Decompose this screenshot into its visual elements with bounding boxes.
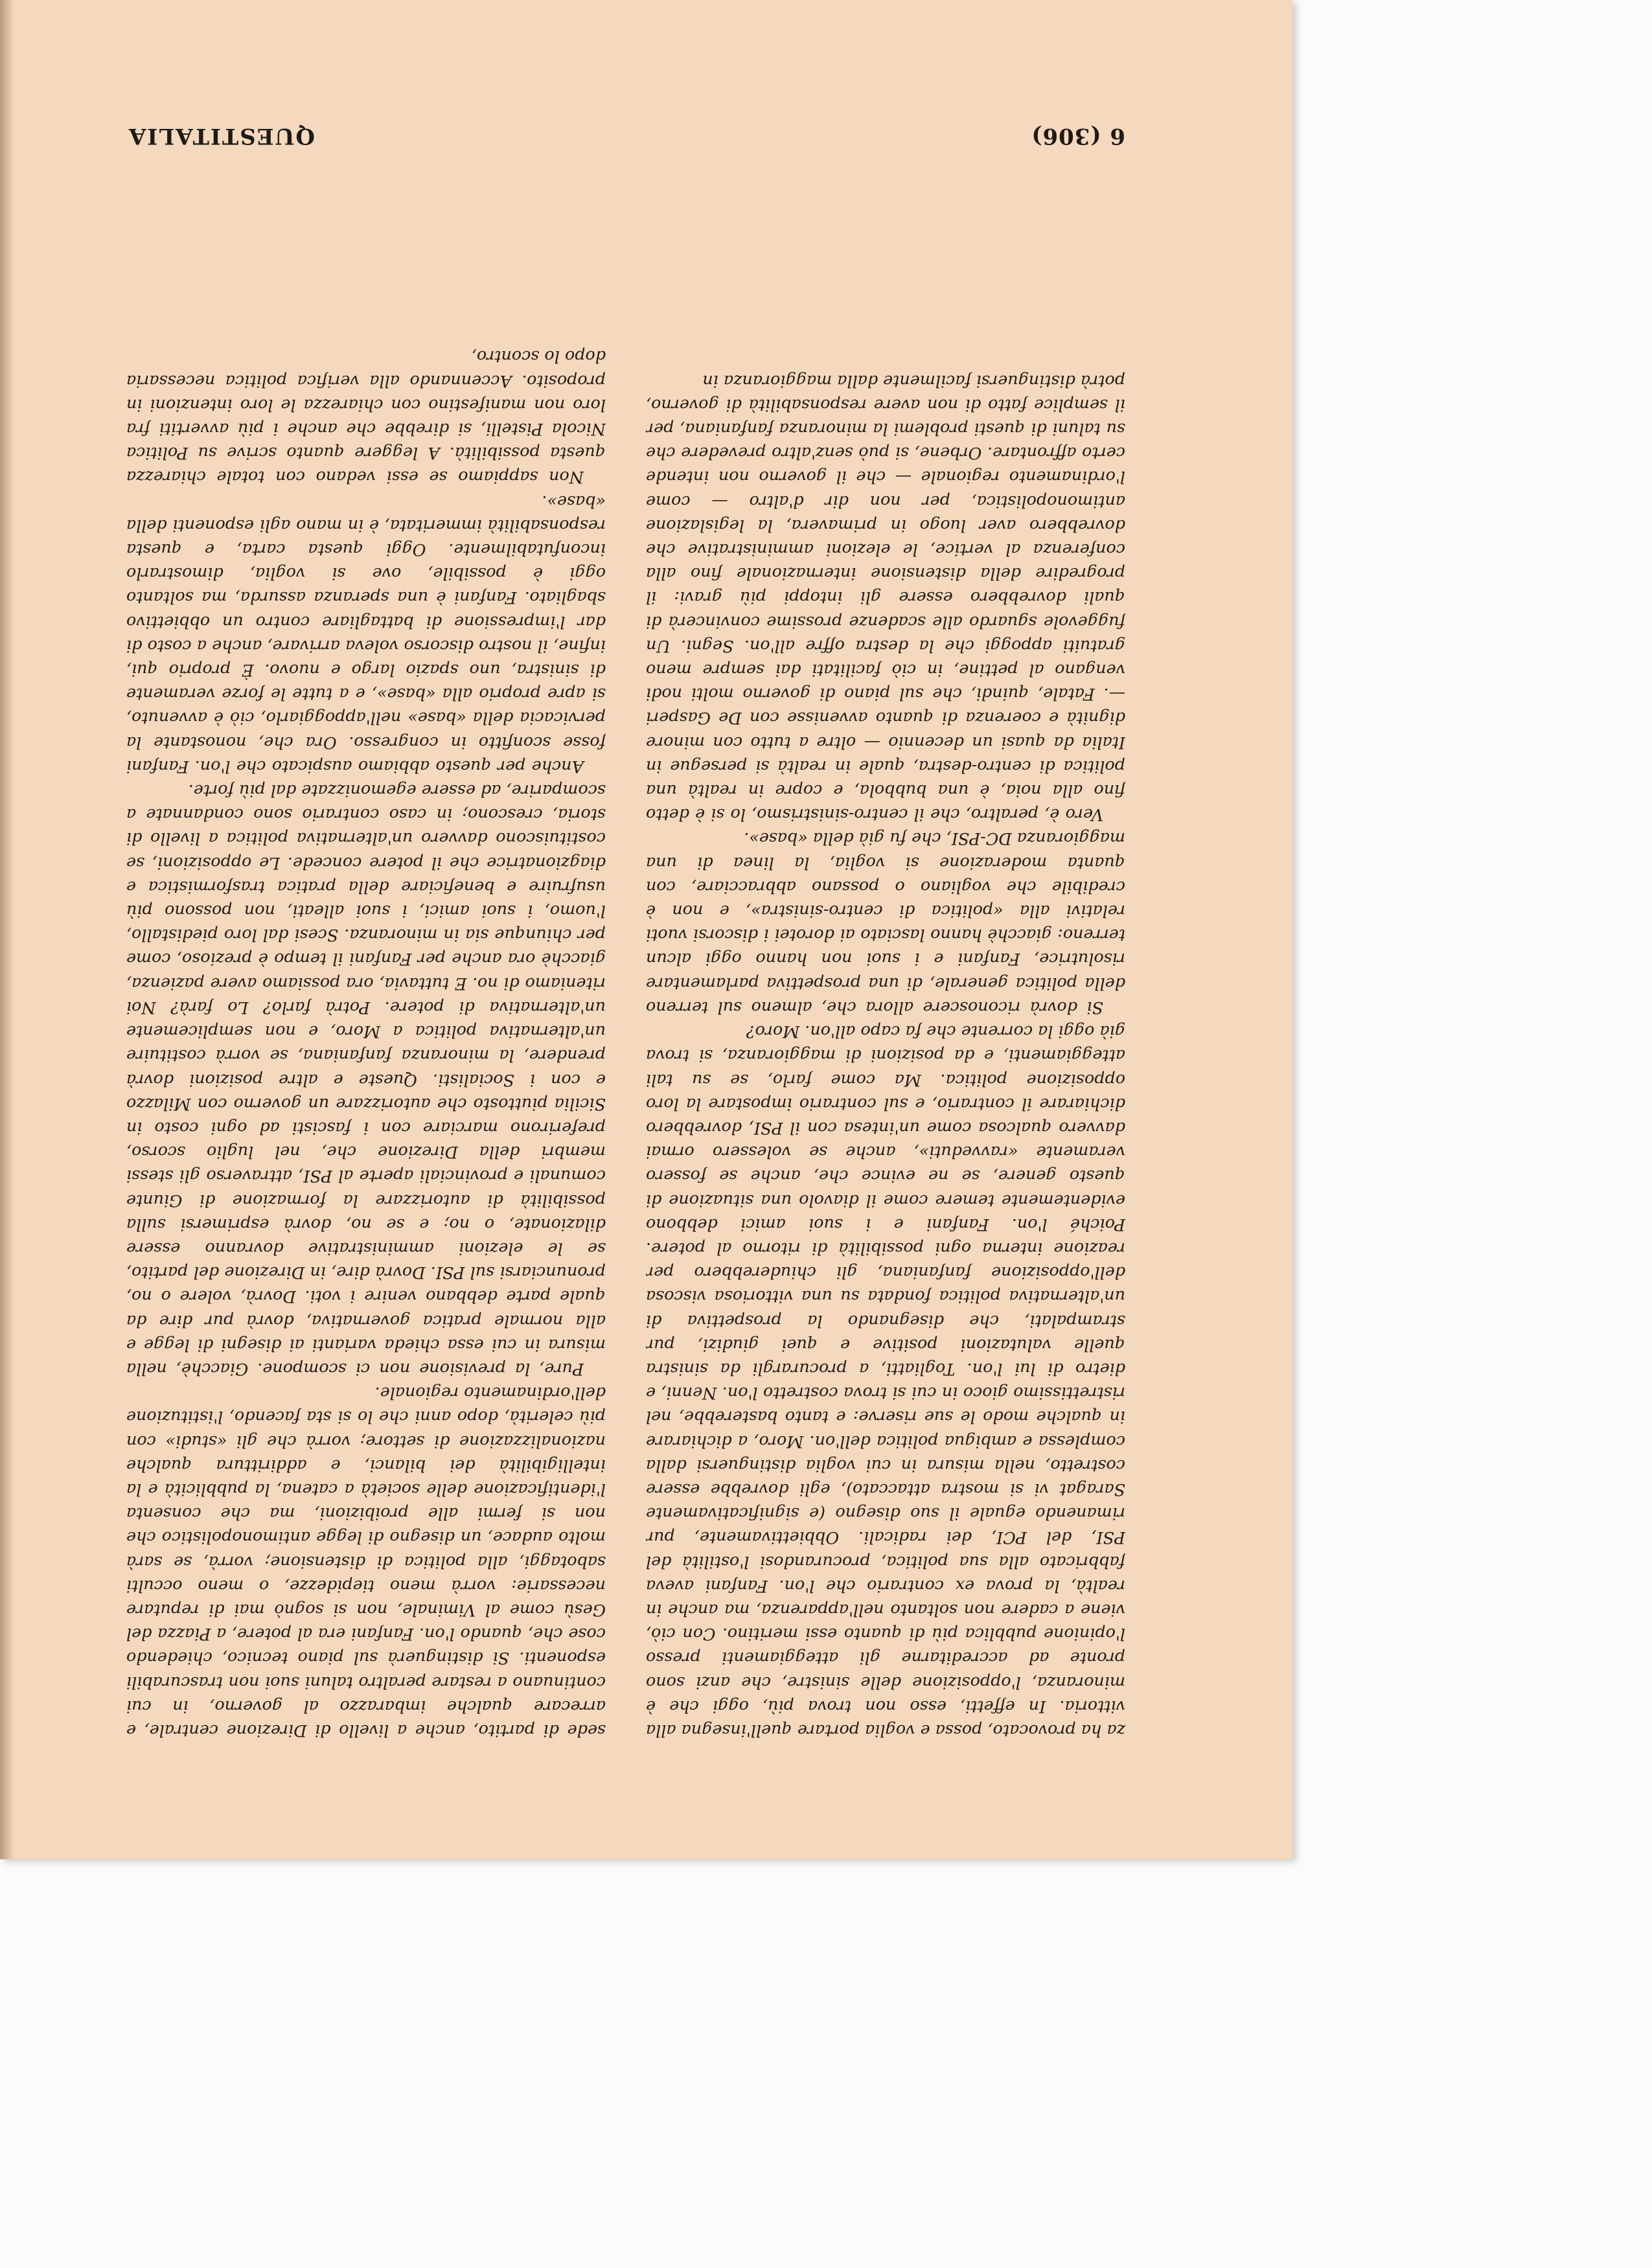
paragraph: Anche per questo abbiamo auspicato che l'on. Fanfani fosse sconfitto in congresso. Ora che, nonostante la pervicacia della «base» nell'appoggiarlo, ciò è avvenuto, si apre proprio alla «base», e a tutte le forze veramente di sinistra, uno spazio largo e nuovo. È proprio qui, infine, il nostro discorso voleva arrivare, anche a costo di dar l'impressione di battagliare contro un obbiettivo sbagliato. Fanfani è una speranza assurda, ma soltanto oggi è possibile, ove si voglia, dimostrarlo inconfutabilmente. Oggi questa carta, e questa responsabilità immeritata, è in mano agli esponenti della «base».: [126, 492, 606, 777]
paragraph: sede di partito, anche a livello di Direzione centrale, e arrecare qualche imbarazzo al governo, in cui continuano a restare peraltro taluni suoi non trascurabili esponenti. Si distinguerà sul piano tecnico, chiedendo cose che, quando l'on. Fanfani era al potere, a Piazza del Gesù come al Viminale, non si sognò mai di reputare necessarie: vorrà meno tiepidezze, o meno occulti sabotaggi, alla politica di distensione; vorrà, se sarà molto audace, un disegno di legge antimonopolistico che non si fermi alle proibizioni, ma che consenta l'identificazione delle società a catena, la pubblicità e la intelligibilità dei bilanci, e addirittura qualche nazionalizzazione di settore; vorrà che gli «studi» con più celerità, dopo anni che lo si sta facendo, l'istituzione dell'ordinamento regionale.: [126, 1384, 606, 1741]
magazine-title: QUESTITALIA: [128, 123, 315, 149]
paragraph: Vero è, peraltro, che il centro-sinistrismo, lo si è detto fino alla noia, è una bubbola, e copre in realtà una politica di centro-destra, quale in realtà si persegue in Italia da quasi un decennio — oltre a tutto con minore dignità e coerenza di quanto avvenisse con De Gasperi —. Fatale, quindi, che sul piano di governo molti nodi vengano al pettine, in ciò facilitati dai sempre meno gratuiti appoggi che la destra offre all'on. Segni. Un fuggevole sguardo alle scadenze prossime convincerà di quali dovrebbero essere gli intoppi più gravi: il progredire della distensione internazionale fino alla conferenza al vertice, le elezioni amministrative che dovrebbero aver luogo in primavera, la legislazione antimonopolistica, per non dir d'altro — come l'ordinamento regionale — che il governo non intende certo affrontare. Orbene, si può senz'altro prevedere che su taluni di questi problemi la minoranza fanfaniana, per il semplice fatto di non avere responsabilità di governo, potrà distinguersi facilmente dalla maggioranza in: [646, 371, 1125, 825]
text-column-right: [126, 162, 606, 1743]
paragraph: Non sappiamo se essi vedano con totale chiarezza questa possibilità. A leggere quanto scrive su Politica Nicola Pistelli, si direbbe che anche i più avvertiti fra loro non manifestino con chiarezza le loro intenzioni in proposito. Accennando alla verifica politica necessaria dopo lo scontro,: [126, 347, 606, 488]
paragraph: Si dovrà riconoscere allora che, almeno sul terreno della politica generale, di una prospettiva parlamentare risolutrice, Fanfani e i suoi non hanno oggi alcun terreno: giacchè hanno lasciato ai dorotei i discorsi vuoti relativi alla «politica di centro-sinistra», e non è credibile che vogliano o possano abbracciare, con quanta moderazione si voglia, la linea di una maggioranza DC-PSI, che fu già della «base».: [646, 829, 1125, 1018]
paragraph: za ha provocato, possa e voglia portare quell'insegna alla vittoria. In effetti, esso non trova più, oggi che è minoranza, l'opposizione delle sinistre, che anzi sono pronte ad accreditarne gli atteggiamenti presso l'opinione pubblica più di quanto essi meritino. Con ciò, viene a cadere non soltanto nell'apparenza, ma anche in realtà, la prova ex contrario che l'on. Fanfani aveva fabbricato alla sua politica, procurandosi l'ostilità del PSI, del PCI, dei radicali. Obbiettivamente, pur rimanendo eguale il suo disegno (e significativamente Saragat vi si mostra attaccato), egli dovrebbe essere costretto, nella misura in cui voglia distinguersi dalla complessa e ambigua politica dell'on. Moro, a dichiarare in qualche modo le sue riserve: e tanto basterebbe, nel ristrettissimo gioco in cui si trova costretto l'on. Nenni, e dietro di lui l'on. Togliatti, a procurargli da sinistra quelle valutazioni positive e quei giudizi, pur strampalati, che disegnando la prospettiva di un'alternativa politica fondata su una vittoriosa viscosa dell'opposizione fanfaniana, gli chiuderebbero per reazione interna ogni possibilità di ritorno al potere. Poiché l'on. Fanfani e i suoi amici debbono evidentemente temere come il diavolo una situazione di questo genere, se ne evince che, anche se fossero veramente «ravveduti», anche se volessero ormai davvero qualcosa come un'intesa con il PSI, dovrebbero dichiarare il contrario, e sul contrario impostare la loro opposizione politica. Ma come farlo, se su tali atteggiamenti, e da posizioni di maggioranza, si trova già oggi la corrente che fa capo all'on. Moro?: [646, 1022, 1125, 1741]
page-header: [128, 110, 1125, 149]
page-number: 6 (306): [1031, 123, 1125, 149]
paragraph: Pure, la previsione non ci scompone. Giacchè, nella misura in cui essa chieda varianti ai disegni di legge e alla normale pratica governativa, dovrà pur dire da quale parte debbano venire i voti. Dovrà, volere o no, pronunciarsi sul PSI. Dovrà dire, in Direzione del partito, se le elezioni amministrative dovranno essere dilazionate, o no; e se no, dovrà esprimersi sulla possibilità di autorizzare la formazione di Giunte comunali e provinciali aperte al PSI, attraverso gli stessi membri della Direzione che, nel luglio scorso, preferirono marciare con i fascisti ad ogni costo in Sicilia piuttosto che autorizzare un governo con Milazzo e con i Socialisti. Queste e altre posizioni dovrà prendere, la minoranza fanfaniana, se vorrà costituire un'alternativa politica a Moro, e non semplicemente un'alternativa di potere. Potrà farlo? Lo farà? Noi riteniamo di no. E tuttavia, ora possiamo avere pazienza, giacchè ora anche per Fanfani il tempo è prezioso, come per chiunque sia in minoranza. Scesi dal loro piedistallo, l'uomo, i suoi amici, i suoi alleati, non possono più usufruire e beneficiare della pratica trasformistica e diagzionatrice che il potere concede. Le opposizioni, se costituiscono davvero un'alternativa politica a livello di storia, crescono; in caso contrario sono condannate a scomparire, ad essere egemonizzate dal più forte.: [126, 781, 606, 1379]
text-column-left: [646, 162, 1125, 1743]
